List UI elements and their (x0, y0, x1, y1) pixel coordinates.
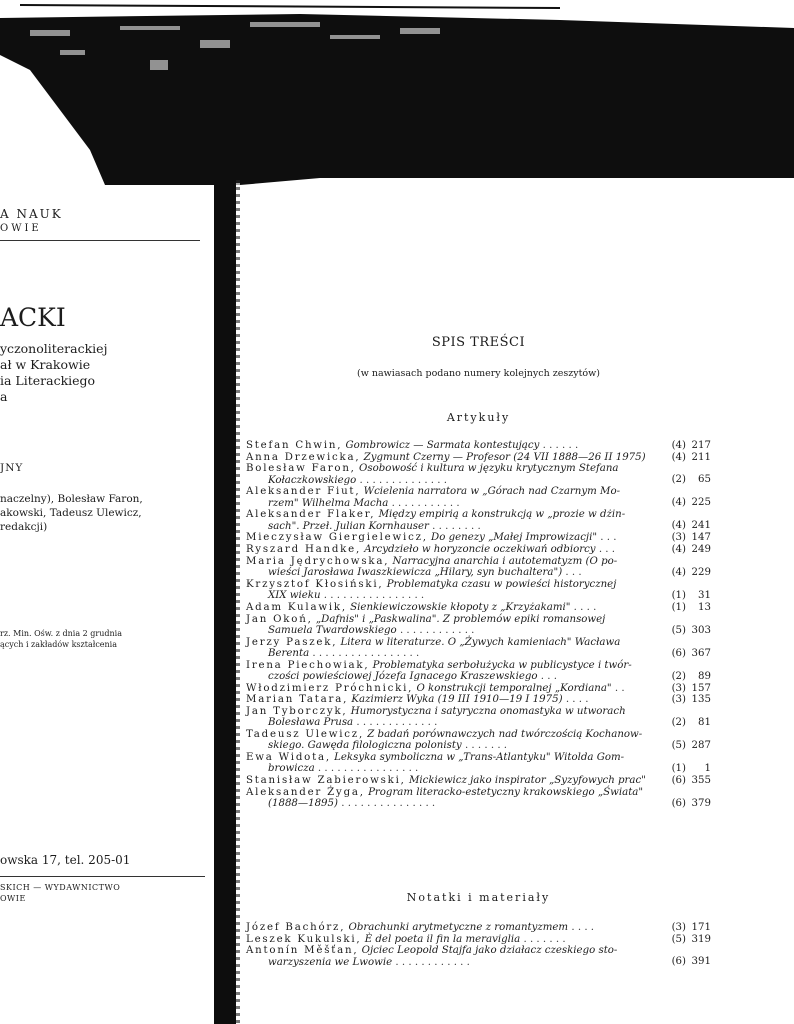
left-editors-line: naczelny), Bolesław Faron, (0, 493, 143, 505)
entry-author: Jerzy Paszek, (246, 636, 338, 648)
entry-page: 211 (691, 451, 711, 463)
entry-issue: (3) (671, 682, 686, 694)
entry-title: Problematyka serbołużycka w publicystyce i twór- (372, 659, 632, 671)
entry-title: O konstrukcji temporalnej „Kordiana" (416, 682, 612, 694)
left-publisher-line: SKICH — WYDAWNICTWO (0, 883, 121, 892)
entry-page: 241 (691, 520, 711, 532)
entry-leader: . . . . . . . . . . . . . . . . (317, 763, 419, 775)
entry-author: Anna Drzewicka, (246, 451, 361, 463)
left-decree-line: ących i zakładów kształcenia (0, 640, 118, 649)
entry-page: 81 (698, 716, 711, 728)
entry-author: Tadeusz Ulewicz, (246, 728, 364, 740)
entry-title-cont: Berenta (268, 647, 310, 659)
entry-issue: (3) (671, 694, 686, 706)
left-editors-line: akowski, Tadeusz Ulewicz, (0, 507, 142, 519)
left-subtitle (0, 341, 210, 405)
entry-author: Stanisław Zabierowski, (246, 774, 406, 786)
entry-title-cont: browicza (268, 763, 315, 775)
entry-title: Humorystyczna i satyryczna onomastyka w utworach (350, 705, 626, 717)
entry-page: 355 (691, 774, 711, 786)
entry-leader: . . . . . . . . . . . . . . . (341, 797, 436, 809)
entry-title-cont: rzem" Wilhelma Macha (268, 497, 389, 509)
entry-issue: (6) (671, 774, 686, 786)
entry-title: Między empirią a konstrukcją w „prozie w dżin- (378, 509, 626, 521)
entry-author: Krzysztof Kłosiński, (246, 578, 384, 590)
entry-page: 287 (691, 739, 711, 751)
entry-issue: (2) (671, 474, 686, 486)
toc-note: (w nawiasach podano numery kolejnych zeszytów) (357, 368, 600, 379)
left-address: owska 17, tel. 205-01 (0, 853, 131, 867)
entry-page: 303 (691, 624, 711, 636)
left-rule-top (0, 240, 200, 241)
entry-issue: (3) (671, 532, 686, 544)
entry-title-cont: czości powieściowej Józefa Ignacego Kraszewskiego (268, 670, 538, 682)
left-decree (0, 628, 210, 650)
entry-page: 391 (691, 956, 711, 968)
entry-title: Ojciec Leopold Stajfa jako działacz czeskiego sto- (361, 945, 618, 957)
entry-issue: (5) (671, 933, 686, 945)
entry-leader: . . (614, 682, 625, 694)
entry-leader: . . . . . . . (464, 740, 508, 752)
entry-leader: . . . (565, 567, 582, 578)
entry-page: 13 (698, 601, 711, 613)
entry-title-cont: warzyszenia we Lwowie (268, 956, 393, 968)
entry-issue: (1) (671, 762, 686, 774)
entry-author: Ewa Widota, (246, 751, 331, 763)
left-jny: JNY (0, 462, 24, 474)
entry-issue: (6) (671, 797, 686, 809)
entry-issue: (4) (671, 440, 686, 451)
entry-author: Ryszard Handke, (246, 544, 362, 556)
entry-leader: . . . . . . . . . . . . . . (359, 474, 447, 486)
entry-author: Jan Okoń, (246, 613, 313, 625)
entry-leader: . . . . . . . . . . . . (399, 624, 475, 636)
entry-title: Obrachunki arytmetyczne z romantyzmem (348, 922, 569, 933)
entry-author: Aleksander Flaker, (246, 509, 376, 521)
entry-author: Józef Bachórz, (246, 922, 346, 933)
entry-leader: . . . . . . (542, 440, 579, 451)
entry-issue: (6) (671, 956, 686, 968)
entry-issue: (1) (671, 589, 686, 601)
entry-title: Problematyka czasu w powieści historycznej (386, 578, 617, 590)
entry-page: 367 (691, 647, 711, 659)
entry-issue: (6) (671, 647, 686, 659)
entry-title: Sienkiewiczowskie kłopoty z „Krzyżakami" (350, 601, 571, 613)
entry-issue: (5) (671, 739, 686, 751)
entry-title-cont: Bolesława Prusa (268, 717, 354, 729)
entry-page: 249 (691, 544, 711, 556)
left-subtitle-line: ał w Krakowie (0, 357, 91, 372)
entry-page: 147 (691, 532, 711, 544)
left-header-line-1: A NAUK (0, 207, 63, 221)
entry-issue: (4) (671, 520, 686, 532)
entry-author: Jan Tyborczyk, (246, 705, 348, 717)
entry-author: Maria Jędrychowska, (246, 555, 390, 567)
entry-leader: . . . . . . . . . . . . . . . . (323, 590, 425, 601)
entry-title: Wcielenia narratora w „Górach nad Czarnym Mo- (363, 486, 621, 498)
section-notes-heading: Notatki i materiały (406, 891, 551, 904)
left-publisher-line: OWIE (0, 894, 26, 903)
left-header-line-2: OWIE (0, 223, 42, 234)
entry-author: Stefan Chwin, (246, 440, 343, 451)
left-title: ACKI (0, 303, 66, 332)
entry-title: Zygmunt Czerny — Profesor (24 VII 1888—26 II 1975) (363, 451, 646, 463)
entry-leader: . . . . . . . . . . . . (395, 956, 470, 968)
entry-author: Irena Piechowiak, (246, 659, 370, 671)
entry-leader: . . . . . . . (523, 933, 566, 945)
left-subtitle-line: yczonoliterackiej (0, 341, 108, 356)
entry-leader: . . . . . . . . (432, 520, 481, 532)
entry-title: „Dafnis" i „Paskwalina". Z problemów epiki romansowej (315, 613, 606, 625)
entry-issue: (3) (671, 922, 686, 933)
entry-title: Arcydzieło w horyzoncie oczekiwań odbiorcy (364, 544, 596, 556)
entry-title-cont: skiego. Gawęda filologiczna polonisty (268, 740, 462, 752)
left-editors-line: redakcji) (0, 521, 48, 533)
scan-dark-band (0, 0, 794, 190)
book-spine (214, 180, 236, 1024)
left-decree-line: rz. Min. Ośw. z dnia 2 grudnia (0, 629, 122, 638)
spine-edge (236, 180, 240, 1024)
entry-title: Narracyjna anarchia i autotematyzm (O po- (392, 555, 618, 567)
entry-title: Kazimierz Wyka (19 III 1910—19 I 1975) (351, 694, 563, 706)
entry-page: 89 (698, 670, 711, 682)
entry-title-cont: wieści Jarosława Iwaszkiewicza „Hilary, syn buchaltera") (268, 567, 563, 578)
entry-issue: (4) (671, 566, 686, 578)
entry-leader: . . . . . . . . . . . (391, 497, 460, 509)
entry-leader: . . . . (571, 922, 595, 933)
entry-title-cont: sach". Przeł. Julian Kornhauser (268, 520, 429, 532)
entry-issue: (2) (671, 716, 686, 728)
entry-page: 217 (691, 440, 711, 451)
entry-title: Z badań porównawczych nad twórczością Kochanow- (367, 728, 643, 740)
entry-issue: (4) (671, 544, 686, 556)
left-editors (0, 492, 210, 534)
entry-page: 319 (691, 933, 711, 945)
entry-author: Leszek Kukulski, (246, 933, 362, 945)
entry-title: Program literacko-estetyczny krakowskiego „Świata" (368, 786, 644, 798)
left-subtitle-line: a (0, 389, 8, 404)
toc-heading: SPIS TREŚCI (431, 335, 526, 350)
entry-author: Marian Tatara, (246, 694, 349, 706)
entry-page: 225 (691, 497, 711, 509)
entry-page: 135 (691, 694, 711, 706)
entry-title: Osobowość i kultura w języku krytycznym Stefana (358, 463, 619, 475)
entry-title: Litera w literaturze. O „Żywych kamieniach" Wacława (340, 636, 621, 648)
entry-author: Włodzimierz Próchnicki, (246, 682, 414, 694)
left-publisher (0, 882, 210, 904)
entry-leader: . . . (600, 532, 617, 544)
section-articles-heading: Artykuły (446, 411, 511, 424)
entry-author: Mieczysław Giergielewicz, (246, 532, 428, 544)
entry-title-cont: Samuela Twardowskiego (268, 624, 397, 636)
entry-issue: (2) (671, 670, 686, 682)
entry-author: Antonín Měšťan, (246, 945, 359, 957)
entry-issue: (4) (671, 451, 686, 463)
entry-title: Leksyka symboliczna w „Trans-Atlantyku" Witolda Gom- (334, 751, 625, 763)
entry-leader: . . . (540, 670, 557, 682)
entry-issue: (5) (671, 624, 686, 636)
entry-page: 1 (704, 762, 711, 774)
entry-title-cont: XIX wieku (268, 590, 321, 601)
entry-issue: (4) (671, 497, 686, 509)
entry-leader: . . . . . . . . . . . . . . . . . (312, 647, 420, 659)
left-subtitle-line: ia Literackiego (0, 373, 96, 388)
entry-leader: . . . . . . . . . . . . . (356, 717, 438, 729)
entry-page: 229 (691, 566, 711, 578)
entry-author: Bolesław Faron, (246, 463, 356, 475)
entry-title: È del poeta il fin la meraviglia (364, 933, 521, 945)
entry-leader: . . . . (565, 694, 589, 706)
entry-author: Aleksander Żyga, (246, 786, 365, 798)
entry-leader: . . . (598, 544, 616, 556)
entry-page: 171 (691, 922, 711, 933)
entry-page: 379 (691, 797, 711, 809)
entry-page: 157 (691, 682, 711, 694)
entry-page: 65 (698, 474, 711, 486)
entry-title: Gombrowicz — Sarmata kontestujący (345, 440, 540, 451)
entry-issue: (1) (671, 601, 686, 613)
entry-leader: . . . . (573, 601, 597, 613)
entry-page: 31 (698, 589, 711, 601)
entry-title: Mickiewicz jako inspirator „Syzyfowych prac" (408, 774, 646, 786)
entry-title: Do genezy „Małej Improwizacji" (431, 532, 598, 544)
entry-title-cont: (1888—1895) (268, 797, 338, 809)
entry-author: Aleksander Fiut, (246, 486, 361, 498)
left-rule-bottom (0, 876, 205, 877)
entry-author: Adam Kulawik, (246, 601, 347, 613)
entry-title-cont: Kołaczkowskiego (268, 474, 357, 486)
